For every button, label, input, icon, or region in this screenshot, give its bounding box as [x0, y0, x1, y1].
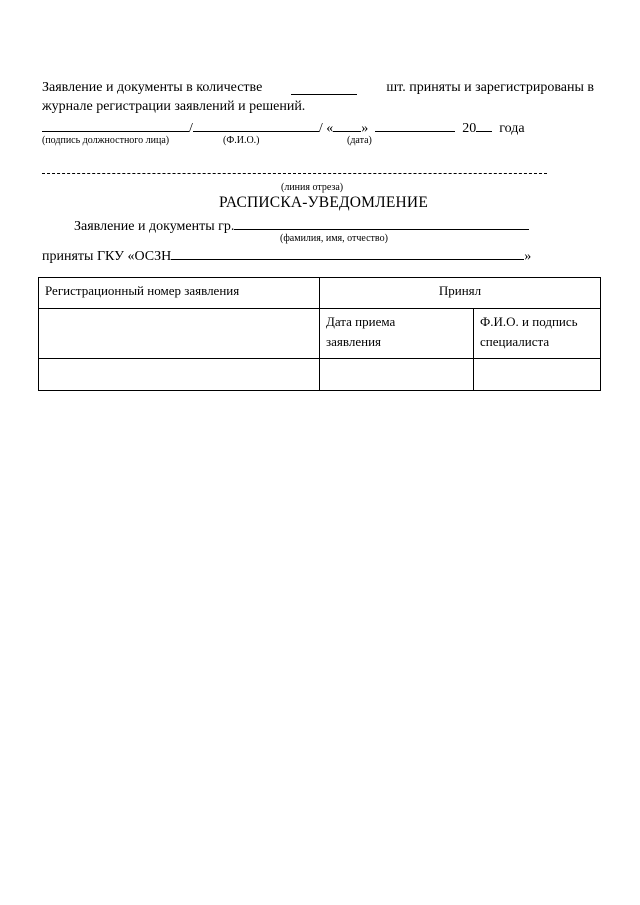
year-blank[interactable]	[476, 117, 492, 132]
table-row	[39, 359, 601, 391]
signature-blank[interactable]	[42, 117, 189, 132]
caption-name: (Ф.И.О.)	[223, 135, 260, 146]
table-subheader-row	[39, 309, 601, 359]
receipt-line-2: журнале регистрации заявлений и решений.	[42, 99, 306, 114]
table-header-row	[39, 278, 601, 309]
reg-number-value-cell[interactable]	[39, 359, 320, 391]
notice-line-1-prefix: Заявление и документы гр.	[74, 219, 235, 234]
registration-table	[38, 277, 601, 391]
receipt-line-1-left: Заявление и документы в количестве	[42, 80, 263, 95]
count-blank[interactable]	[291, 80, 357, 95]
cut-line	[42, 173, 547, 174]
sub-date-header: Дата приема заявления	[320, 309, 474, 359]
sub-fio-header: Ф.И.О. и подпись специалиста	[474, 309, 601, 359]
cut-line-caption: (линия отреза)	[281, 182, 344, 193]
caption-date: (дата)	[347, 135, 372, 146]
signature-sep-1: /	[189, 121, 193, 136]
notice-line-2	[42, 245, 531, 265]
year-word: года	[499, 121, 525, 136]
signature-line	[42, 117, 525, 137]
col-reg-number-header: Регистрационный номер заявления	[39, 278, 320, 309]
month-blank[interactable]	[375, 117, 455, 132]
oszn-name-blank[interactable]	[171, 245, 524, 260]
signature-sep-2: / «	[318, 121, 334, 136]
year-prefix: 20	[462, 121, 477, 136]
receipt-line-1-right: шт. приняты и зарегистрированы в	[386, 80, 594, 95]
notice-line-2-prefix: приняты ГКУ «ОСЗН	[42, 249, 172, 264]
day-blank[interactable]	[333, 117, 361, 132]
reg-number-cell[interactable]	[39, 309, 320, 359]
caption-signature: (подпись должностного лица)	[42, 135, 170, 146]
signature-quote: »	[361, 121, 369, 136]
notice-line-2-suffix: »	[524, 249, 532, 264]
fio-value-cell[interactable]	[474, 359, 601, 391]
notice-line-1	[74, 215, 529, 235]
col-received-header: Принял	[320, 278, 601, 309]
date-value-cell[interactable]	[320, 359, 474, 391]
receipt-line-1	[42, 80, 594, 96]
name-blank[interactable]	[193, 117, 319, 132]
applicant-name-blank[interactable]	[234, 215, 529, 230]
notice-title: РАСПИСКА-УВЕДОМЛЕНИЕ	[219, 194, 428, 211]
caption-fio: (фамилия, имя, отчество)	[280, 233, 388, 244]
